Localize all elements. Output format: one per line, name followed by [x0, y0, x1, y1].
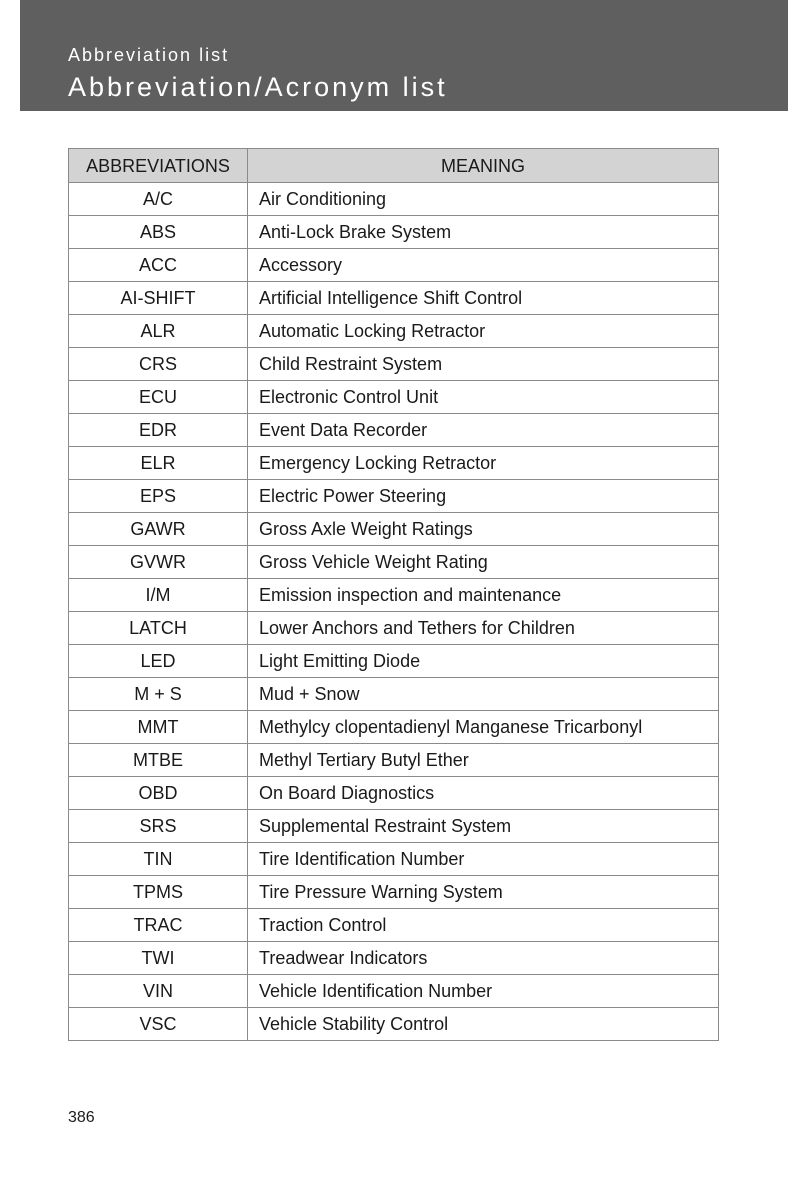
table-row — [69, 381, 719, 414]
abbreviation-cell: OBD — [69, 777, 248, 810]
table-row — [69, 909, 719, 942]
page-header — [20, 0, 788, 111]
abbreviation-cell: LATCH — [69, 612, 248, 645]
abbreviation-cell: TWI — [69, 942, 248, 975]
abbreviation-cell: ACC — [69, 249, 248, 282]
table-row — [69, 249, 719, 282]
abbreviation-cell: EPS — [69, 480, 248, 513]
abbreviation-cell: CRS — [69, 348, 248, 381]
meaning-cell: Emergency Locking Retractor — [248, 447, 719, 480]
abbreviation-cell: VSC — [69, 1008, 248, 1041]
abbreviation-cell: AI-SHIFT — [69, 282, 248, 315]
table-row — [69, 183, 719, 216]
abbreviation-cell: MTBE — [69, 744, 248, 777]
section-label: Abbreviation list — [68, 45, 230, 65]
meaning-cell: Vehicle Stability Control — [248, 1008, 719, 1041]
meaning-cell: Anti-Lock Brake System — [248, 216, 719, 249]
page-number: 386 — [68, 1109, 95, 1126]
meaning-cell: Tire Identification Number — [248, 843, 719, 876]
abbreviation-cell: GVWR — [69, 546, 248, 579]
meaning-cell: Mud + Snow — [248, 678, 719, 711]
abbreviation-cell: ABS — [69, 216, 248, 249]
abbreviation-cell: MMT — [69, 711, 248, 744]
table-row — [69, 876, 719, 909]
meaning-cell: Child Restraint System — [248, 348, 719, 381]
meaning-cell: Air Conditioning — [248, 183, 719, 216]
table-row — [69, 1008, 719, 1041]
table-row — [69, 645, 719, 678]
page-title: Abbreviation/Acronym list — [68, 72, 448, 102]
table-row — [69, 579, 719, 612]
meaning-cell: Emission inspection and maintenance — [248, 579, 719, 612]
table-row — [69, 975, 719, 1008]
abbreviation-cell: SRS — [69, 810, 248, 843]
table-row — [69, 282, 719, 315]
meaning-cell: Electronic Control Unit — [248, 381, 719, 414]
abbreviation-cell: I/M — [69, 579, 248, 612]
meaning-cell: Treadwear Indicators — [248, 942, 719, 975]
table-row — [69, 480, 719, 513]
abbreviation-cell: VIN — [69, 975, 248, 1008]
meaning-cell: Electric Power Steering — [248, 480, 719, 513]
abbreviation-cell: A/C — [69, 183, 248, 216]
meaning-cell: Artificial Intelligence Shift Control — [248, 282, 719, 315]
meaning-cell: Methylcy clopentadienyl Manganese Tricarbonyl — [248, 711, 719, 744]
table-row — [69, 612, 719, 645]
table-row — [69, 315, 719, 348]
table-row — [69, 414, 719, 447]
meaning-cell: Accessory — [248, 249, 719, 282]
table-row — [69, 744, 719, 777]
table-row — [69, 843, 719, 876]
table-row — [69, 711, 719, 744]
abbreviation-cell: TPMS — [69, 876, 248, 909]
meaning-cell: Traction Control — [248, 909, 719, 942]
meaning-cell: On Board Diagnostics — [248, 777, 719, 810]
meaning-cell: Light Emitting Diode — [248, 645, 719, 678]
table-row — [69, 348, 719, 381]
abbreviation-cell: ALR — [69, 315, 248, 348]
meaning-cell: Vehicle Identification Number — [248, 975, 719, 1008]
meaning-cell: Gross Axle Weight Ratings — [248, 513, 719, 546]
table-row — [69, 447, 719, 480]
table-row — [69, 777, 719, 810]
meaning-cell: Lower Anchors and Tethers for Children — [248, 612, 719, 645]
table-row — [69, 810, 719, 843]
table-body — [69, 183, 719, 1041]
abbreviation-cell: LED — [69, 645, 248, 678]
table-row — [69, 216, 719, 249]
table-row — [69, 678, 719, 711]
meaning-cell: Methyl Tertiary Butyl Ether — [248, 744, 719, 777]
table-row — [69, 546, 719, 579]
meaning-cell: Event Data Recorder — [248, 414, 719, 447]
table-header-row — [69, 149, 719, 183]
abbreviation-table — [68, 148, 719, 1041]
abbreviation-cell: ELR — [69, 447, 248, 480]
table-row — [69, 513, 719, 546]
meaning-cell: Supplemental Restraint System — [248, 810, 719, 843]
abbreviation-cell: TIN — [69, 843, 248, 876]
meaning-cell: Tire Pressure Warning System — [248, 876, 719, 909]
meaning-cell: Gross Vehicle Weight Rating — [248, 546, 719, 579]
abbreviation-cell: M + S — [69, 678, 248, 711]
column-header-meaning: MEANING — [248, 149, 719, 183]
abbreviation-cell: EDR — [69, 414, 248, 447]
abbreviation-cell: TRAC — [69, 909, 248, 942]
meaning-cell: Automatic Locking Retractor — [248, 315, 719, 348]
abbreviation-cell: ECU — [69, 381, 248, 414]
abbreviation-cell: GAWR — [69, 513, 248, 546]
column-header-abbreviations: ABBREVIATIONS — [69, 149, 248, 183]
table-row — [69, 942, 719, 975]
